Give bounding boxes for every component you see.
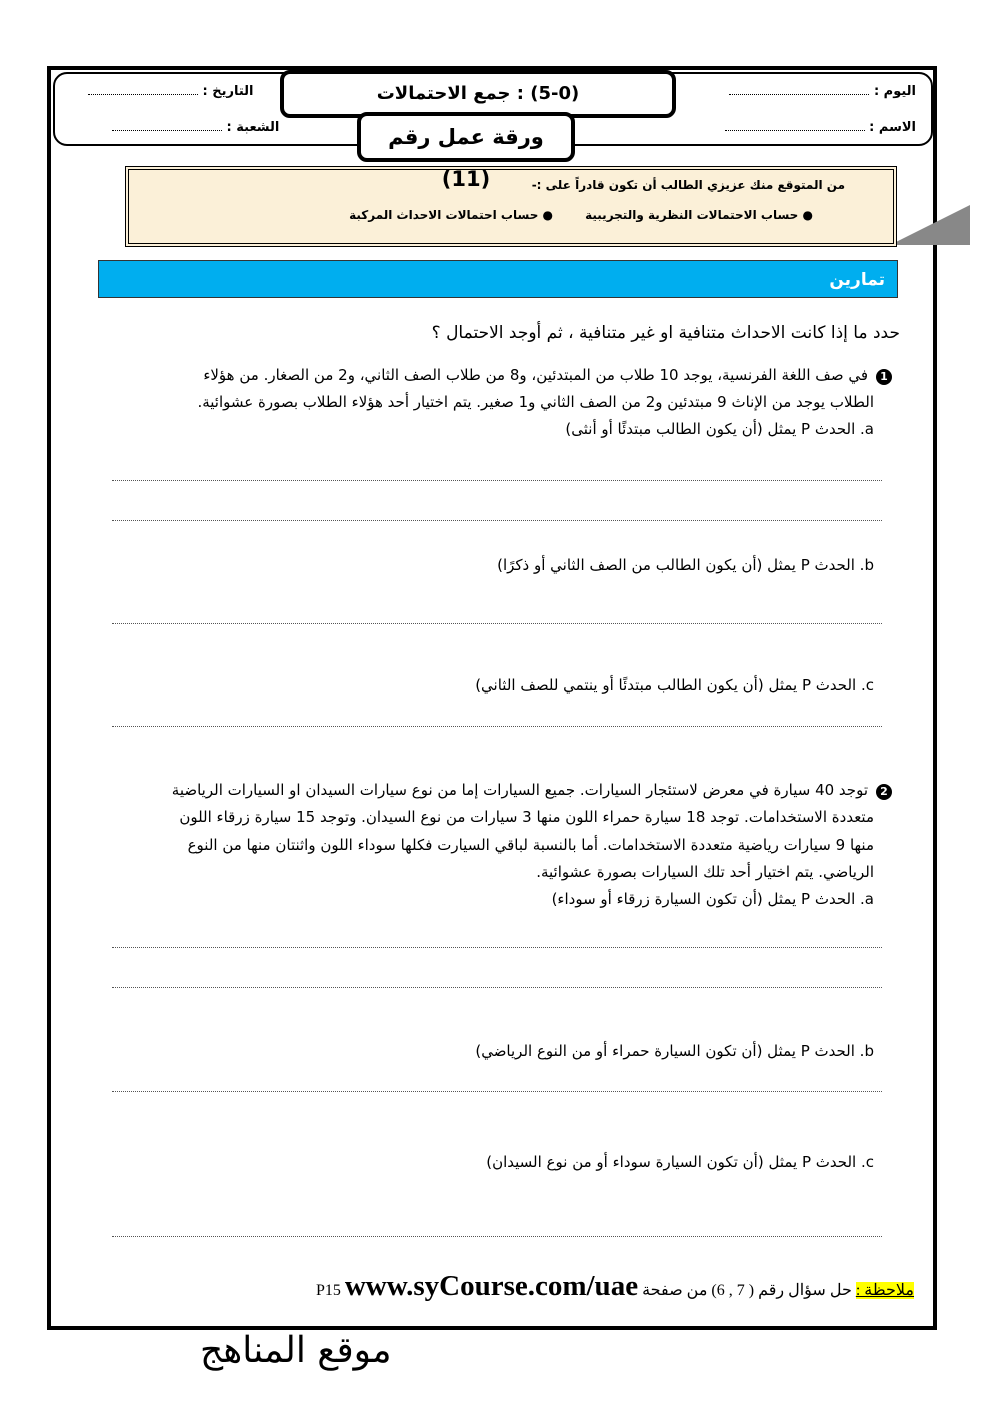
section-title-bar: تمارين xyxy=(98,260,898,298)
day-label: اليوم : xyxy=(873,84,916,99)
note-label: ملاحظة : xyxy=(855,1282,914,1299)
q2-line: متعددة الاستخدامات. توجد 18 سيارة حمراء اللون منها 3 سيارات من نوع السيدان. وتوجد 15 سيارة زرقاء اللون xyxy=(179,808,874,826)
q2-part-b: b. الحدث P يمثل (أن تكون السيارة حمراء أو من النوع الرياضي) xyxy=(475,1042,874,1060)
name-label: الاسم : xyxy=(869,120,916,135)
answer-line[interactable] xyxy=(112,1236,882,1237)
q1-line: الطلاب يوجد من الإناث 9 مبتدئين و2 من الصف الثاني و1 صغير. يتم اختيار أحد هؤلاء الطلاب بصورة عشوائية. xyxy=(197,393,874,411)
answer-line[interactable] xyxy=(112,480,882,481)
day-input[interactable] xyxy=(729,84,869,95)
q1-line: 1في صف اللغة الفرنسية، يوجد 10 طلاب من المبتدئين، و8 من طلاب الصف الثاني، و2 من الصغار. من هؤلاء xyxy=(203,366,892,385)
worksheet-number: ورقة عمل رقم (11) xyxy=(357,112,575,162)
q1-part-a: a. الحدث P يمثل (أن يكون الطالب مبتدئًا أو أنثى) xyxy=(565,420,874,438)
answer-line[interactable] xyxy=(112,623,882,624)
page-ref: P15 xyxy=(315,1282,341,1299)
note-text: حل سؤال رقم ( 7 , 6) من صفحة xyxy=(642,1282,852,1299)
answer-line[interactable] xyxy=(112,520,882,521)
answer-line[interactable] xyxy=(112,726,882,727)
section-input[interactable] xyxy=(112,120,222,131)
q1-part-c: c. الحدث P يمثل (أن يكون الطالب مبتدئًا أو ينتمي للصف الثاني) xyxy=(475,676,874,694)
page-border xyxy=(47,66,937,1330)
decorative-shadow xyxy=(890,205,970,245)
q2-line: 2توجد 40 سيارة في معرض لاستئجار السيارات. جميع السيارات إما من نوع سيارات السيدان او السيارات الرياضية xyxy=(172,781,892,800)
objectives-box xyxy=(125,166,897,247)
watermark: موقع المناهج xyxy=(200,1330,392,1371)
q2-line: منها 9 سيارات رياضية متعددة الاستخدامات. أما بالنسبة لباقي السيارت فكلها سوداء اللون واثنتان منها من النوع xyxy=(187,836,874,854)
number-badge: 1 xyxy=(876,369,892,385)
objectives-intro: من المتوقع منك عزيزي الطالب أن تكون قادراً على :- xyxy=(531,178,845,192)
answer-line[interactable] xyxy=(112,987,882,988)
section-field xyxy=(112,120,279,135)
q2-part-c: c. الحدث P يمثل (أن تكون السيارة سوداء أو من نوع السيدان) xyxy=(486,1153,874,1171)
q1-part-b: b. الحدث P يمثل (أن يكون الطالب من الصف الثاني أو ذكرًا) xyxy=(497,556,874,574)
objective-item: ● حساب احتمالات الاحداث المركبة xyxy=(349,208,553,222)
footer-note xyxy=(316,1270,914,1303)
lesson-title: (5-0) : جمع الاحتمالات xyxy=(280,70,676,118)
instruction: حدد ما إذا كانت الاحداث متنافية او غير متنافية ، ثم أوجد الاحتمال ؟ xyxy=(431,323,900,343)
q2-line: الرياضي. يتم اختيار أحد تلك السيارات بصورة عشوائية. xyxy=(536,863,874,881)
answer-line[interactable] xyxy=(112,947,882,948)
section-label: الشعبة : xyxy=(226,120,280,135)
day-field xyxy=(729,84,916,99)
date-input[interactable] xyxy=(88,84,198,95)
number-badge: 2 xyxy=(876,784,892,800)
q2-part-a: a. الحدث P يمثل (أن تكون السيارة زرقاء أو سوداء) xyxy=(551,890,874,908)
answer-line[interactable] xyxy=(112,1091,882,1092)
date-field xyxy=(88,84,254,99)
name-input[interactable] xyxy=(725,120,865,131)
website-link[interactable]: www.syCourse.com/uae xyxy=(344,1270,639,1302)
name-field xyxy=(725,120,916,135)
objective-item: ● حساب الاحتمالات النظرية والتجريبية xyxy=(585,208,813,222)
date-label: التاريخ : xyxy=(202,84,254,99)
